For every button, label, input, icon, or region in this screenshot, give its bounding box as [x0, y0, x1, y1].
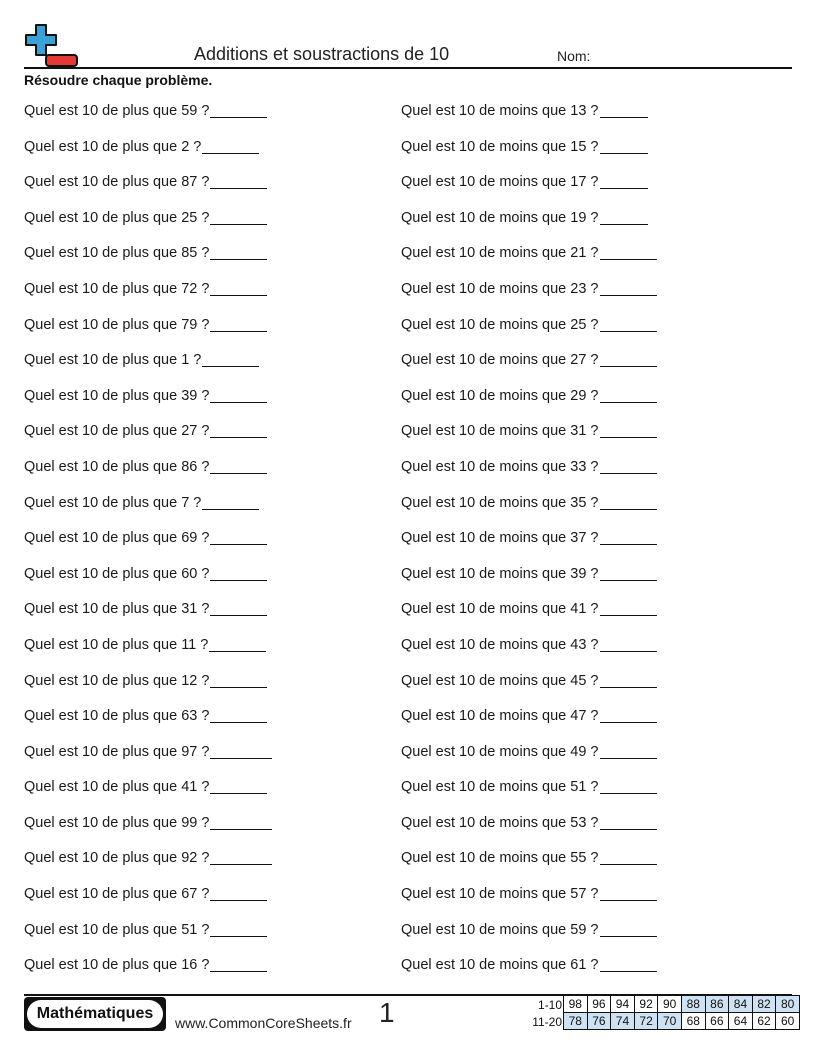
answer-blank[interactable] [600, 457, 657, 474]
plus-minus-logo-icon [24, 24, 80, 68]
problem-text: Quel est 10 de moins que 55 ? [401, 850, 599, 867]
problem-item [24, 742, 272, 778]
answer-key-cell: 80 [775, 995, 800, 1013]
problem-text: Quel est 10 de plus que 7 ? [24, 494, 202, 511]
problem-text: Quel est 10 de moins que 61 ? [401, 957, 599, 974]
problem-item [401, 564, 657, 600]
answer-blank[interactable] [202, 137, 259, 154]
answer-key-cell: 96 [587, 995, 612, 1013]
answer-key-cell: 64 [728, 1012, 753, 1030]
problem-item [24, 457, 272, 493]
answer-key-label: 1-10 [537, 997, 562, 1012]
page-title: Additions et soustractions de 10 [194, 44, 450, 64]
answer-blank[interactable] [202, 350, 259, 367]
problem-text: Quel est 10 de moins que 49 ? [401, 743, 599, 760]
problems-column-right [401, 101, 657, 991]
answer-blank[interactable] [600, 599, 657, 616]
problem-text: Quel est 10 de moins que 47 ? [401, 708, 599, 725]
problem-text: Quel est 10 de plus que 51 ? [24, 921, 210, 938]
answer-blank[interactable] [600, 243, 657, 260]
problem-item [401, 315, 657, 351]
answer-blank[interactable] [210, 848, 272, 865]
problem-text: Quel est 10 de moins que 53 ? [401, 814, 599, 831]
problem-item [401, 386, 657, 422]
problem-item [401, 457, 657, 493]
problem-text: Quel est 10 de plus que 97 ? [24, 743, 210, 760]
problem-text: Quel est 10 de moins que 59 ? [401, 921, 599, 938]
answer-blank[interactable] [210, 208, 267, 225]
problem-text: Quel est 10 de plus que 31 ? [24, 601, 210, 618]
problem-text: Quel est 10 de plus que 39 ? [24, 387, 210, 404]
answer-blank[interactable] [600, 528, 657, 545]
answer-blank[interactable] [600, 493, 657, 510]
answer-blank[interactable] [600, 848, 657, 865]
problem-text: Quel est 10 de plus que 2 ? [24, 138, 202, 155]
answer-blank[interactable] [210, 315, 267, 332]
answer-blank[interactable] [209, 635, 266, 652]
answer-key-cell: 78 [563, 1012, 588, 1030]
answer-blank[interactable] [600, 279, 657, 296]
problem-item [401, 706, 657, 742]
answer-blank[interactable] [210, 564, 267, 581]
problem-text: Quel est 10 de plus que 60 ? [24, 565, 210, 582]
problem-item [401, 101, 657, 137]
answer-blank[interactable] [210, 421, 267, 438]
problem-item [401, 599, 657, 635]
answer-key [526, 996, 800, 1030]
answer-blank[interactable] [210, 386, 267, 403]
problem-text: Quel est 10 de moins que 45 ? [401, 672, 599, 689]
header-divider [24, 67, 792, 69]
problem-item [401, 493, 657, 529]
problem-text: Quel est 10 de moins que 51 ? [401, 779, 599, 796]
answer-key-cell: 98 [563, 995, 588, 1013]
answer-key-cell: 72 [634, 1012, 659, 1030]
answer-key-cell: 88 [681, 995, 706, 1013]
problem-item [24, 848, 272, 884]
answer-blank[interactable] [600, 386, 657, 403]
problem-item [24, 706, 272, 742]
answer-key-cell: 74 [610, 1012, 635, 1030]
problem-item [401, 243, 657, 279]
problem-item [24, 315, 272, 351]
problem-item [24, 208, 272, 244]
answer-blank[interactable] [600, 706, 657, 723]
problem-item [24, 421, 272, 457]
problem-item [401, 742, 657, 778]
problem-text: Quel est 10 de plus que 59 ? [24, 103, 210, 119]
problem-text: Quel est 10 de plus que 72 ? [24, 280, 210, 297]
answer-blank[interactable] [600, 920, 657, 937]
answer-blank[interactable] [210, 813, 272, 830]
answer-key-cell: 90 [657, 995, 682, 1013]
answer-blank[interactable] [210, 777, 267, 794]
problem-item [24, 386, 272, 422]
problem-text: Quel est 10 de moins que 23 ? [401, 280, 599, 297]
problem-item [24, 279, 272, 315]
answer-key-cell: 66 [705, 1012, 730, 1030]
problem-text: Quel est 10 de plus que 16 ? [24, 957, 210, 974]
answer-blank[interactable] [210, 955, 267, 972]
brand-badge [24, 997, 166, 1031]
problem-text: Quel est 10 de plus que 92 ? [24, 850, 210, 867]
answer-key-label: 11-20 [532, 1014, 562, 1029]
brand-label: Mathématiques [27, 1000, 163, 1028]
answer-blank[interactable] [600, 137, 648, 154]
problem-text: Quel est 10 de plus que 63 ? [24, 708, 210, 725]
problem-item [24, 920, 272, 956]
answer-blank[interactable] [600, 813, 657, 830]
problem-item [24, 243, 272, 279]
problem-item [401, 137, 657, 173]
problem-item [24, 777, 272, 813]
answer-blank[interactable] [210, 920, 267, 937]
problem-text: Quel est 10 de moins que 17 ? [401, 174, 599, 191]
answer-key-cell: 92 [634, 995, 659, 1013]
problem-item [401, 635, 657, 671]
problem-text: Quel est 10 de plus que 69 ? [24, 530, 210, 547]
answer-blank[interactable] [210, 742, 272, 759]
problem-text: Quel est 10 de plus que 86 ? [24, 458, 210, 475]
problem-item [401, 172, 657, 208]
answer-blank[interactable] [210, 243, 267, 260]
answer-blank[interactable] [210, 671, 267, 688]
problem-item [24, 599, 272, 635]
answer-blank[interactable] [600, 101, 648, 118]
problem-text: Quel est 10 de moins que 43 ? [401, 636, 599, 653]
answer-key-row [526, 996, 800, 1013]
problem-text: Quel est 10 de plus que 87 ? [24, 174, 210, 191]
name-label: Nom: [557, 48, 591, 64]
problem-item [401, 421, 657, 457]
answer-blank[interactable] [210, 599, 267, 616]
problem-text: Quel est 10 de moins que 15 ? [401, 138, 599, 155]
problem-item [401, 528, 657, 564]
answer-key-cell: 70 [657, 1012, 682, 1030]
problem-text: Quel est 10 de plus que 11 ? [24, 636, 209, 653]
answer-blank[interactable] [600, 172, 648, 189]
answer-key-cell: 68 [681, 1012, 706, 1030]
answer-key-row [526, 1013, 800, 1030]
instructions: Résoudre chaque problème. [24, 72, 213, 88]
problem-item [24, 813, 272, 849]
problem-item [24, 884, 272, 920]
problem-text: Quel est 10 de moins que 33 ? [401, 458, 599, 475]
page-number: 1 [379, 997, 395, 1028]
problem-item [401, 208, 657, 244]
problem-text: Quel est 10 de moins que 21 ? [401, 245, 599, 262]
problem-item [24, 635, 272, 671]
problem-text: Quel est 10 de plus que 1 ? [24, 352, 202, 369]
problem-item [24, 350, 272, 386]
problem-text: Quel est 10 de moins que 37 ? [401, 530, 599, 547]
problem-text: Quel est 10 de moins que 41 ? [401, 601, 599, 618]
answer-blank[interactable] [210, 528, 267, 545]
answer-key-cell: 76 [587, 1012, 612, 1030]
problem-text: Quel est 10 de plus que 85 ? [24, 245, 210, 262]
problem-item [24, 955, 272, 991]
site-url: www.CommonCoreSheets.fr [175, 1015, 352, 1031]
problem-text: Quel est 10 de moins que 25 ? [401, 316, 599, 333]
problem-item [24, 493, 272, 529]
answer-blank[interactable] [600, 350, 657, 367]
problem-item [24, 564, 272, 600]
problem-item [401, 350, 657, 386]
problem-item [24, 172, 272, 208]
problem-text: Quel est 10 de plus que 79 ? [24, 316, 210, 333]
problem-item [401, 813, 657, 849]
answer-key-cell: 84 [728, 995, 753, 1013]
answer-blank[interactable] [202, 493, 259, 510]
problem-item [401, 920, 657, 956]
answer-key-cell: 94 [610, 995, 635, 1013]
answer-blank[interactable] [600, 208, 648, 225]
answer-key-cell: 62 [752, 1012, 777, 1030]
answer-blank[interactable] [600, 777, 657, 794]
answer-blank[interactable] [600, 671, 657, 688]
answer-blank[interactable] [210, 172, 267, 189]
problem-text: Quel est 10 de moins que 13 ? [401, 103, 599, 119]
problem-item [401, 279, 657, 315]
problem-text: Quel est 10 de moins que 57 ? [401, 886, 599, 903]
answer-key-cell: 82 [752, 995, 777, 1013]
answer-blank[interactable] [210, 884, 267, 901]
problem-item [401, 671, 657, 707]
answer-blank[interactable] [600, 315, 657, 332]
answer-blank[interactable] [600, 884, 657, 901]
problem-item [24, 101, 272, 137]
problem-item [24, 671, 272, 707]
problem-text: Quel est 10 de plus que 12 ? [24, 672, 210, 689]
problem-item [401, 955, 657, 991]
answer-blank[interactable] [600, 955, 657, 972]
problem-item [24, 137, 272, 173]
answer-blank[interactable] [600, 635, 657, 652]
answer-key-cell: 86 [705, 995, 730, 1013]
problem-text: Quel est 10 de moins que 31 ? [401, 423, 599, 440]
problem-item [401, 777, 657, 813]
problem-text: Quel est 10 de plus que 99 ? [24, 814, 210, 831]
problem-text: Quel est 10 de moins que 39 ? [401, 565, 599, 582]
problem-text: Quel est 10 de moins que 27 ? [401, 352, 599, 369]
answer-key-cell: 60 [775, 1012, 800, 1030]
problem-text: Quel est 10 de plus que 41 ? [24, 779, 210, 796]
problems-column-left [24, 101, 272, 991]
problem-item [401, 884, 657, 920]
problem-text: Quel est 10 de moins que 19 ? [401, 209, 599, 226]
problem-item [24, 528, 272, 564]
answer-blank[interactable] [210, 706, 267, 723]
problem-text: Quel est 10 de plus que 25 ? [24, 209, 210, 226]
problem-text: Quel est 10 de plus que 27 ? [24, 423, 210, 440]
answer-blank[interactable] [210, 101, 267, 118]
problem-text: Quel est 10 de moins que 29 ? [401, 387, 599, 404]
answer-blank[interactable] [600, 421, 657, 438]
answer-blank[interactable] [210, 279, 267, 296]
answer-blank[interactable] [600, 742, 657, 759]
answer-blank[interactable] [210, 457, 267, 474]
problem-item [401, 848, 657, 884]
answer-blank[interactable] [600, 564, 657, 581]
problem-text: Quel est 10 de plus que 67 ? [24, 886, 210, 903]
problem-text: Quel est 10 de moins que 35 ? [401, 494, 599, 511]
